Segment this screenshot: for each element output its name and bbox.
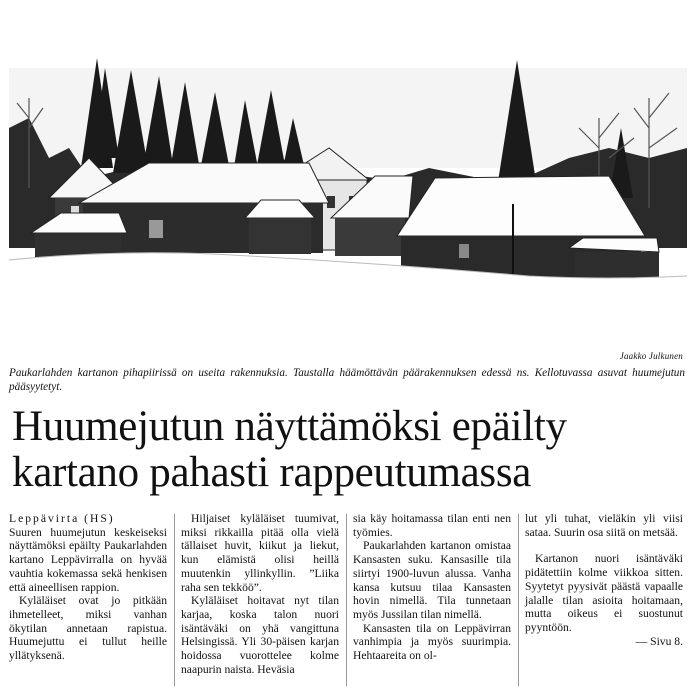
article-body [9,512,687,690]
photo-caption: Paukarlahden kartanon pihapiirissä on useita rakennuksia. Taustalla häämöttävän päärakennuksen edessä ns. Kellotuvassa asuvat huumejutun pääsyytetyt. [9,367,685,393]
paragraph: Hiljaiset kyläläiset tuumivat, miksi rikkailla pitää olla vielä tällaiset huvit, kiikut ja liekut, kun elämistä olisi heillä muutenkin yllinkyllin. ”Liika raha sen tekköö”. [181,512,339,594]
paragraph: Suuren huumejutun keskeiseksi näyttämöksi epäilty Paukarlahden kartano Leppävirralla on hyvää vauhtia kokemassa sekä henkisen että aineellisen rappion. [9,525,167,594]
paragraph: Kartanon nuori isäntäväki pidätettiin kolme viikkoa sitten. Syytetyt pyysivät päästä vapaalle jalalle tilan asioita hoitamaan, mutta oikeus ei suostunut pyyntöön. [525,552,683,634]
column-divider [346,514,347,686]
photo-credit: Jaakko Julkunen [619,351,683,361]
paragraph: Kyläläiset ovat jo pitkään ihmetelleet, miksi vanhan ökytilan annetaan rapistua. Huumejuttu ei tullut heille yllätyksenä. [9,594,167,663]
column-divider [518,514,519,686]
headline-line-1: Huumejutun näyttämöksi epäilty [12,403,567,450]
paragraph: Kansasten tila on Leppävirran vanhimpia ja myös suurimpia. Hehtaareita on ol- [353,621,511,663]
article-column-3 [353,512,511,663]
article-column-4 [525,512,683,648]
paragraph: lut yli tuhat, vieläkin yli viisi sataa. Suurin osa siitä on metsää. [525,512,683,539]
article-column-1 [9,512,167,663]
dateline: Leppävirta (HS) [9,512,115,525]
paragraph: Paukarlahden kartanon omistaa Kansasten suku. Kansasille tila siirtyi 1900-luvun alussa. Vanha kansa kutsuu tilaa Kansasten hovin nimellä. Tila tunnetaan myös Jussilan tilan nimellä. [353,539,511,621]
headline-line-2: kartano pahasti rappeutumassa [12,449,532,496]
paragraph: sia käy hoitamassa tilan enti nen työmies. [353,512,511,539]
paragraph: Kyläläiset hoitavat nyt tilan karjaa, koska talon nuori isäntäväki on yhä vangittuna Helsingissä. Yli 30-päisen karjan hoidossa vuorottelee kolme naapurin naista. Heväsia [181,594,339,676]
news-photo [9,8,687,358]
article-column-2 [181,512,339,676]
column-divider [174,514,175,686]
headline [12,404,688,496]
page-continuation: — Sivu 8. [635,634,683,648]
